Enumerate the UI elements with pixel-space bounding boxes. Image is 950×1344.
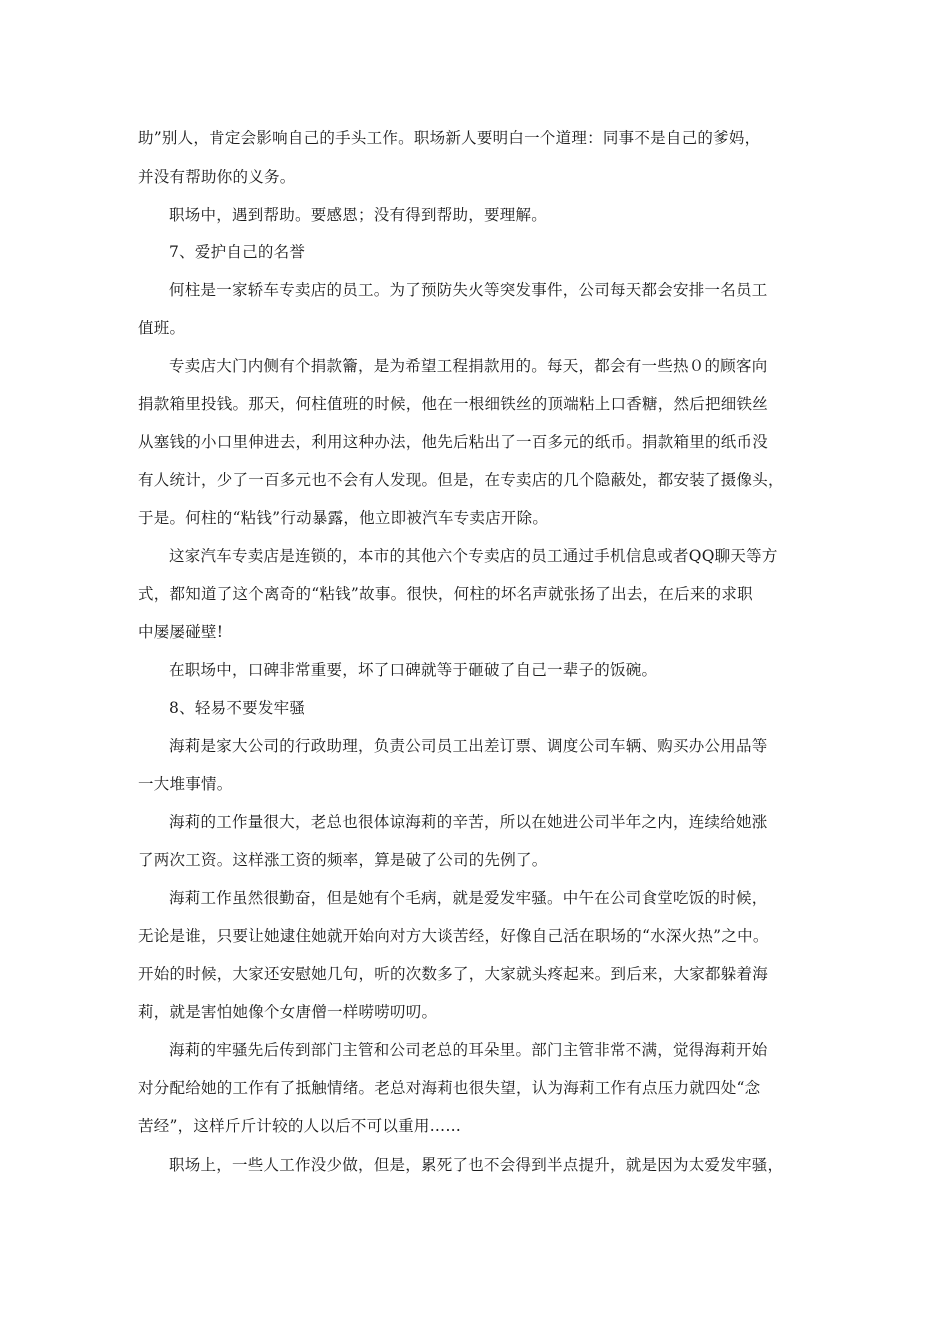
text-line: 苦经”，这样斤斤计较的人以后不可以重用…… <box>138 1117 462 1135</box>
text-line: 助”别人，肯定会影响自己的手头工作。职场新人要明白一个道理：同事不是自己的爹妈， <box>138 129 761 147</box>
text-line: 有人统计，少了一百多元也不会有人发现。但是，在专卖店的几个隐蔽处，都安装了摄像头， <box>138 471 784 489</box>
text-line: 专卖店大门内侧有个捐款籥，是为希望工程捐款用的。每天，都会有一些热０的顾客向 <box>169 357 768 375</box>
text-line: 中屡屡碰壁! <box>138 623 224 641</box>
text-line: 海莉工作虽然很勤奋，但是她有个毛病，就是爱发牢骚。中午在公司食堂吃饭的时候， <box>169 889 768 907</box>
section-heading: 8、轻易不要发牢骚 <box>169 699 306 717</box>
text-line: 捐款箱里投钱。那天，何柱值班的时候，他在一根细铁丝的顶端粘上口香糖，然后把细铁丝 <box>138 395 769 413</box>
text-line: 海莉的牢骚先后传到部门主管和公司老总的耳朵里。部门主管非常不满，觉得海莉开始 <box>169 1041 768 1059</box>
text-line: 于是。何柱的“粘钱”行动暴露，他立即被汽车专卖店开除。 <box>138 509 549 527</box>
text-line: 开始的时候，大家还安慰她几句，听的次数多了，大家就头疼起来。到后来，大家都躲着海 <box>138 965 769 983</box>
text-line: 职场上，一些人工作没少做，但是，累死了也不会得到半点提升，就是因为太爱发牢骚， <box>169 1156 784 1174</box>
text-line: 并没有帮助你的义务。 <box>138 168 296 186</box>
text-line: 莉，就是害怕她像个女唐僧一样唠唠叨叨。 <box>138 1003 438 1021</box>
text-line: 海莉是家大公司的行政助理，负责公司员工出差订票、调度公司车辆、购买办公用品等 <box>169 737 768 755</box>
text-line: 职场中，遇到帮助。要感恩；没有得到帮助，要理解。 <box>169 206 548 224</box>
text-line: 从塞钱的小口里伸进去，利用这种办法，他先后粘出了一百多元的纸币。捐款箱里的纸币没 <box>138 433 769 451</box>
text-line: 何柱是一家轿车专卖店的员工。为了预防失火等突发事件，公司每天都会安排一名员工 <box>169 281 768 299</box>
text-line: 无论是谁，只要让她逮住她就开始向对方大谈苦经，好像自己活在职场的“水深火热”之中。 <box>138 927 769 945</box>
text-line: 了两次工资。这样涨工资的频率，算是破了公司的先例了。 <box>138 851 548 869</box>
text-line: 在职场中，口碑非常重要，坏了口碑就等于砸破了自己一辈子的饭碗。 <box>169 661 658 679</box>
text-line: 一大堆事情。 <box>138 775 233 793</box>
text-line: 值班。 <box>138 319 186 337</box>
text-line: 海莉的工作量很大，老总也很体谅海莉的辛苦，所以在她进公司半年之内，连续给她涨 <box>169 813 768 831</box>
text-line: 式，都知道了这个离奇的“粘钱”故事。很快，何柱的坏名声就张扬了出去，在后来的求职 <box>138 585 753 603</box>
text-line: 这家汽车专卖店是连锁的，本市的其他六个专卖店的员工通过手机信息或者QQ聊天等方 <box>169 547 778 565</box>
section-heading: 7、爱护自己的名誉 <box>169 243 306 261</box>
text-line: 对分配给她的工作有了抵触情绪。老总对海莉也很失望，认为海莉工作有点压力就四处“念 <box>138 1079 761 1097</box>
